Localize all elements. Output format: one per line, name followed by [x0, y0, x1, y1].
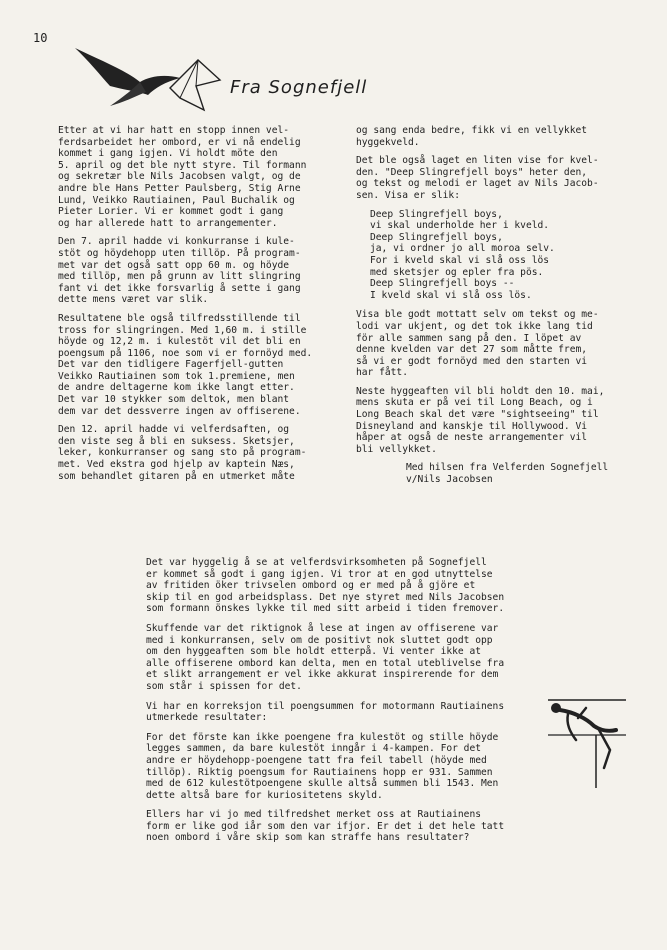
paragraph: Den 7. april hadde vi konkurranse i kule- stöt og höydehopp uten tillöp. På program- met var det også satt opp 60 m. og höyde med tillöp, men på grunn av litt slingring fant vi det ikke forsvarlig å sette i gang dette mens været var slik.	[58, 236, 301, 306]
paragraph: Visa ble godt mottatt selv om tekst og me- lodi var ukjent, og det tok ikke lang tid för alle sammen sang på den. I löpet av denne kvelden var det 27 som måtte frem, så vi er godt fornöyd med den starten vi har fått.	[356, 309, 599, 379]
paragraph: og sang enda bedre, fikk vi en vellykket hyggekveld.	[356, 125, 588, 148]
paragraph: Etter at vi har hatt en stopp innen vel- ferdsarbeidet her ombord, er vi nå endelig kommet i gang igjen. Vi holdt möte den 5. april og det ble nytt styre. Til formann og sekretær ble Nils Jacobsen valgt, og de andre ble Hans Petter Paulsberg, Stig Arne Lund, Veikko Rautiainen, Paul Buchalik og Pieter Lorier. Vi er kommet godt i gang og har allerede hatt to arrangementer.	[58, 125, 307, 229]
page-title: Fra Sognefjell	[230, 77, 368, 98]
paragraph: Resultatene ble også tilfredsstillende til tross for slingringen. Med 1,60 m. i stille höyde og 12,2 m. i kulestöt vil det bli en poengsum på 1106, noe som vi er fornöyd med. Det var den tidligere Fagerfjell-gutten Veikko Rautiainen som tok 1.premiene, men de andre deltagerne kom ikke langt etter. Det var 10 stykker som deltok, men blant dem var det dessverre ingen av offiserene.	[58, 312, 313, 417]
seagull-and-paper-bird-icon	[70, 40, 230, 120]
paragraph: For det förste kan ikke poengene fra kulestöt og stille höyde legges sammen, da bare kulestöt inngår i 4-kampen. For det andre er höydehopp-poengene tatt fra feil tabell (höyde med tillöp). Riktig poengsum for Rautiainens hopp er 931. Sammen med de 612 kulestötpoengene skulle altså summen bli 1543. Men dette altså bare for kuriositetens skyld.	[146, 731, 499, 801]
paragraph: Det var hyggelig å se at velferdsvirksomheten på Sognefjell er kommet så godt i gang igjen. Vi tror at en god utnyttelse av fritiden öker trivselen ombord og er med på å gjöre et skip til en god arbeidsplass. Det nye styret med Nils Jacobsen som formann önskes lykke til med sitt arbeid i tiden fremover.	[146, 557, 505, 615]
high-jumper-icon	[538, 690, 628, 790]
paragraph: Vi har en korreksjon til poengsummen for motormann Rautiainens utmerkede resultater:	[146, 700, 505, 724]
editorial-comment	[146, 557, 526, 852]
paragraph: Den 12. april hadde vi velferdsaften, og den viste seg å bli en suksess. Sketsjer, leker, konkurranser og sang sto på program- met. Ved ekstra god hjelp av kaptein Næs, som behandlet gitaren på en utmerket måte	[58, 424, 307, 482]
left-column	[58, 125, 343, 489]
song-verse: Deep Slingrefjell boys, vi skal underholde her i kveld. Deep Slingrefjell boys, ja, vi ordner jo all moroa selv. For i kveld skal vi slå oss lös med sketsjer og epler fra pös. Deep Slingrefjell boys -- I kveld skal vi slå oss lös.	[370, 208, 555, 301]
page-number: 10	[33, 31, 48, 45]
right-column	[356, 125, 626, 493]
paragraph: Neste hyggeaften vil bli holdt den 10. mai, mens skuta er på vei til Long Beach, og i Long Beach skal det være "sightseeing" til Disneyland and kanskje til Hollywood. Vi håper at også de neste arrangementer vil bli vellykket.	[356, 385, 605, 455]
paragraph: Ellers har vi jo med tilfredshet merket oss at Rautiainens form er like god iår som den var ifjor. Er det i det hele tatt noen ombord i våre skip som kan straffe hans resultater?	[146, 809, 505, 844]
paragraph: Skuffende var det riktignok å lese at ingen av offiserene var med i konkurransen, selv om de positivt nok sluttet godt opp om den hyggeaften som ble holdt etterpå. Vi venter ikke at alle offiserene ombord kan delta, men en total uteblivelse fra et slikt arrangement er vel ikke akkurat inspirerende for dem som står i spissen for det.	[146, 622, 505, 692]
signature: Med hilsen fra Velferden Sognefjell v/Nils Jacobsen	[406, 462, 609, 486]
paragraph: Det ble også laget en liten vise for kvel- den. "Deep Slingrefjell boys" heter den, og tekst og melodi er laget av Nils Jacob- sen. Visa er slik:	[356, 155, 599, 201]
